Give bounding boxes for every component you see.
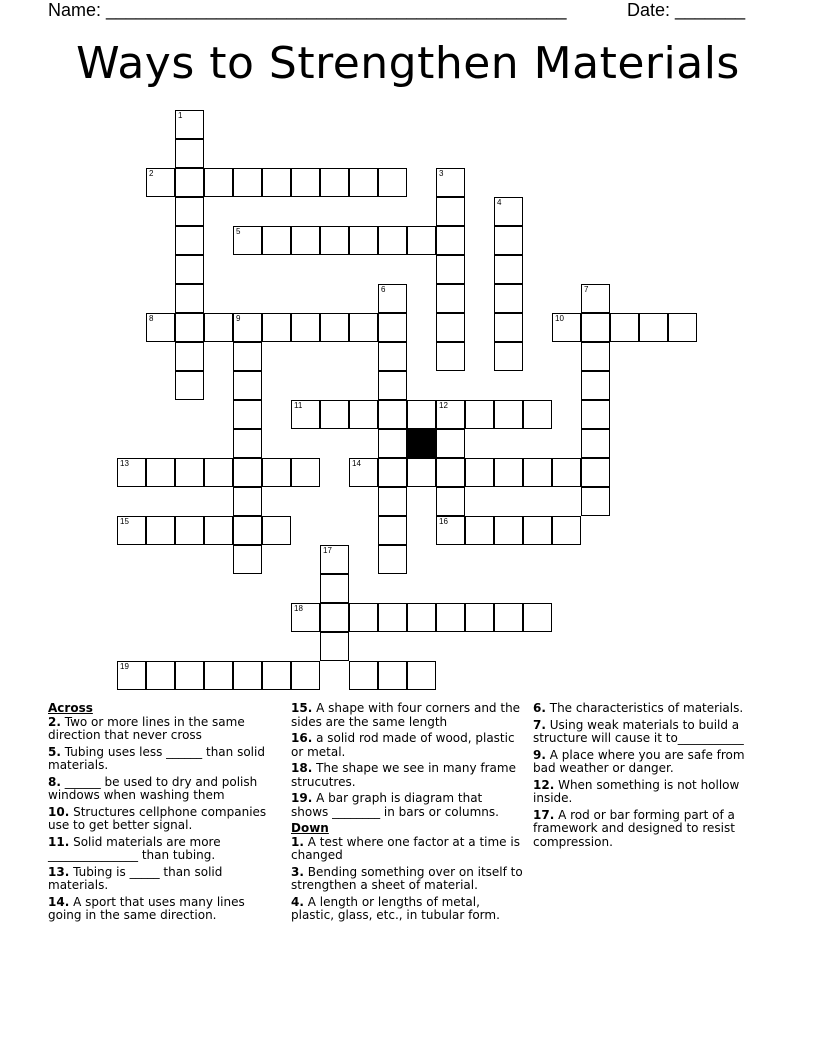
crossword-cell[interactable] xyxy=(291,226,320,255)
crossword-cell[interactable] xyxy=(494,342,523,371)
crossword-cell[interactable] xyxy=(291,603,320,632)
crossword-cell[interactable] xyxy=(349,603,378,632)
crossword-cell[interactable] xyxy=(494,516,523,545)
clue-number-label: 8. xyxy=(48,774,61,789)
crossword-cell[interactable] xyxy=(233,516,262,545)
crossword-cell[interactable] xyxy=(262,516,291,545)
clue-item xyxy=(48,806,278,833)
crossword-cell[interactable] xyxy=(523,516,552,545)
clue-item xyxy=(533,809,765,850)
crossword-cell[interactable] xyxy=(378,458,407,487)
crossword-cell[interactable] xyxy=(291,313,320,342)
clue-item xyxy=(291,732,523,759)
clue-number: 11 xyxy=(294,401,303,410)
across-clue-list xyxy=(48,716,278,923)
clue-item xyxy=(48,896,278,923)
clue-number-label: 13. xyxy=(48,864,70,879)
crossword-cell[interactable] xyxy=(378,429,407,458)
crossword-cell[interactable] xyxy=(175,342,204,371)
crossword-cell[interactable] xyxy=(407,226,436,255)
crossword-cell[interactable] xyxy=(175,255,204,284)
clue-item xyxy=(48,776,278,803)
crossword-cell[interactable] xyxy=(378,313,407,342)
down-clue-list xyxy=(291,836,523,923)
clue-number-label: 1. xyxy=(291,834,304,849)
crossword-cell[interactable] xyxy=(233,168,262,197)
clue-number: 1 xyxy=(178,111,183,120)
crossword-cell[interactable] xyxy=(494,400,523,429)
crossword-cell[interactable] xyxy=(146,516,175,545)
crossword-cell[interactable] xyxy=(320,545,349,574)
crossword-cell[interactable] xyxy=(581,342,610,371)
clue-text: Tubing is _____ than solid materials. xyxy=(48,864,223,892)
clue-number: 14 xyxy=(352,459,361,468)
crossword-cell[interactable] xyxy=(465,603,494,632)
clue-text: Using weak materials to build a structure will cause it to___________ xyxy=(533,717,744,745)
clues-column-1 xyxy=(48,702,278,926)
crossword-cell[interactable] xyxy=(523,458,552,487)
crossword-cell[interactable] xyxy=(465,516,494,545)
crossword-cell[interactable] xyxy=(494,284,523,313)
crossword-cell[interactable] xyxy=(407,458,436,487)
crossword-cell[interactable] xyxy=(436,284,465,313)
crossword-cell[interactable] xyxy=(436,603,465,632)
clue-number-label: 2. xyxy=(48,714,61,729)
crossword-cell[interactable] xyxy=(378,168,407,197)
clue-text: ______ be used to dry and polish windows when washing them xyxy=(48,774,258,802)
crossword-cell[interactable] xyxy=(494,313,523,342)
clue-text: A place where you are safe from bad weather or danger. xyxy=(533,747,745,775)
crossword-cell[interactable] xyxy=(436,226,465,255)
clue-number: 12 xyxy=(439,401,448,410)
clue-number-label: 16. xyxy=(291,731,313,745)
crossword-cell[interactable] xyxy=(349,226,378,255)
crossword-cell[interactable] xyxy=(436,429,465,458)
clue-text: A shape with four corners and the sides are the same length xyxy=(291,701,521,729)
crossword-cell[interactable] xyxy=(291,168,320,197)
crossword-cell[interactable] xyxy=(436,487,465,516)
clue-number: 7 xyxy=(584,285,589,294)
crossword-cell[interactable] xyxy=(581,458,610,487)
crossword-cell[interactable] xyxy=(233,545,262,574)
clue-number-label: 12. xyxy=(533,777,555,792)
crossword-cell[interactable] xyxy=(639,313,668,342)
clue-number: 6 xyxy=(381,285,386,294)
crossword-cell[interactable] xyxy=(175,458,204,487)
crossword-cell[interactable] xyxy=(117,458,146,487)
crossword-cell[interactable] xyxy=(407,400,436,429)
crossword-cell[interactable] xyxy=(349,168,378,197)
crossword-cell[interactable] xyxy=(581,429,610,458)
across-heading: Across xyxy=(48,701,93,715)
clue-number: 4 xyxy=(497,198,502,207)
clue-text: Bending something over on itself to strengthen a sheet of material. xyxy=(291,864,523,892)
crossword-cell[interactable] xyxy=(233,661,262,690)
crossword-cell[interactable] xyxy=(262,168,291,197)
clue-item xyxy=(291,896,523,923)
crossword-cell[interactable] xyxy=(320,400,349,429)
crossword-cell[interactable] xyxy=(349,661,378,690)
crossword-cell[interactable] xyxy=(436,197,465,226)
crossword-cell[interactable] xyxy=(175,661,204,690)
crossword-cell[interactable] xyxy=(552,458,581,487)
clue-text: Solid materials are more _______________ than tubing. xyxy=(48,834,221,862)
crossword-cell[interactable] xyxy=(349,400,378,429)
crossword-cell[interactable] xyxy=(175,516,204,545)
clue-number: 9 xyxy=(236,314,241,323)
crossword-cell[interactable] xyxy=(320,226,349,255)
crossword-cell[interactable] xyxy=(523,603,552,632)
crossword-cell[interactable] xyxy=(494,458,523,487)
crossword-cell[interactable] xyxy=(233,429,262,458)
crossword-cell[interactable] xyxy=(175,284,204,313)
crossword-cell[interactable] xyxy=(262,661,291,690)
crossword-cell[interactable] xyxy=(291,400,320,429)
crossword-cell[interactable] xyxy=(436,255,465,284)
clue-number-label: 17. xyxy=(533,807,555,822)
crossword-cell[interactable] xyxy=(610,313,639,342)
crossword-cell[interactable] xyxy=(146,458,175,487)
clue-number-label: 5. xyxy=(48,744,61,759)
crossword-cell[interactable] xyxy=(233,371,262,400)
crossword-cell[interactable] xyxy=(523,400,552,429)
crossword-cell[interactable] xyxy=(320,168,349,197)
clue-number: 16 xyxy=(439,517,448,526)
crossword-cell[interactable] xyxy=(349,313,378,342)
clue-number: 10 xyxy=(555,314,564,323)
clue-number-label: 6. xyxy=(533,701,546,715)
clue-number: 3 xyxy=(439,169,444,178)
crossword-cell[interactable] xyxy=(581,313,610,342)
crossword-cell[interactable] xyxy=(436,516,465,545)
clue-number: 8 xyxy=(149,314,154,323)
crossword-cell[interactable] xyxy=(407,661,436,690)
crossword-cell[interactable] xyxy=(204,168,233,197)
clue-text: The characteristics of materials. xyxy=(545,701,744,715)
crossword-cell[interactable] xyxy=(552,313,581,342)
clue-item xyxy=(533,719,765,746)
crossword-cell[interactable] xyxy=(146,168,175,197)
clue-text: A rod or bar forming part of a framework and designed to resist compression. xyxy=(533,807,735,849)
clue-item xyxy=(533,702,765,716)
crossword-cell[interactable] xyxy=(378,342,407,371)
crossword-cell[interactable] xyxy=(494,197,523,226)
crossword-cell[interactable] xyxy=(494,603,523,632)
crossword-cell[interactable] xyxy=(668,313,697,342)
clue-number-label: 14. xyxy=(48,894,70,909)
crossword-cell[interactable] xyxy=(204,516,233,545)
crossword-cell[interactable] xyxy=(494,226,523,255)
clue-item xyxy=(48,746,278,773)
clue-number: 2 xyxy=(149,169,154,178)
crossword-cell[interactable] xyxy=(291,661,320,690)
clue-number: 17 xyxy=(323,546,332,555)
crossword-cell[interactable] xyxy=(436,458,465,487)
crossword-cell[interactable] xyxy=(146,661,175,690)
clue-number-label: 11. xyxy=(48,834,70,849)
crossword-cell[interactable] xyxy=(378,487,407,516)
crossword-cell[interactable] xyxy=(581,284,610,313)
crossword-cell[interactable] xyxy=(378,661,407,690)
clue-number: 19 xyxy=(120,662,129,671)
clue-number-label: 10. xyxy=(48,804,70,819)
crossword-cell[interactable] xyxy=(204,661,233,690)
clue-text: Tubing uses less ______ than solid materials. xyxy=(48,744,265,772)
crossword-cell[interactable] xyxy=(378,371,407,400)
crossword-cell[interactable] xyxy=(233,342,262,371)
crossword-cell[interactable] xyxy=(204,313,233,342)
crossword-cell[interactable] xyxy=(233,313,262,342)
crossword-cell[interactable] xyxy=(262,458,291,487)
clue-number-label: 18. xyxy=(291,761,313,775)
clue-number-label: 9. xyxy=(533,747,546,762)
clue-item xyxy=(533,779,765,806)
crossword-cell[interactable] xyxy=(581,371,610,400)
crossword-cell[interactable] xyxy=(552,516,581,545)
clue-number-label: 4. xyxy=(291,894,304,909)
clue-number-label: 7. xyxy=(533,717,546,732)
crossword-cell[interactable] xyxy=(494,255,523,284)
clue-text: A test where one factor at a time is changed xyxy=(291,834,520,862)
clue-number-label: 15. xyxy=(291,701,313,715)
crossword-cell[interactable] xyxy=(233,458,262,487)
clue-text: When something is not hollow inside. xyxy=(533,777,740,805)
clue-item xyxy=(533,749,765,776)
crossword-cell[interactable] xyxy=(378,516,407,545)
across-clue-list-continued xyxy=(291,702,523,819)
crossword-cell[interactable] xyxy=(204,458,233,487)
clue-text: Structures cellphone companies use to get better signal. xyxy=(48,804,267,832)
clue-text: A length or lengths of metal, plastic, glass, etc., in tubular form. xyxy=(291,894,500,922)
crossword-cell[interactable] xyxy=(175,313,204,342)
clue-item xyxy=(291,702,523,729)
crossword-cell[interactable] xyxy=(320,313,349,342)
page-title: Ways to Strengthen Materials xyxy=(76,38,740,89)
crossword-cell[interactable] xyxy=(233,226,262,255)
clue-item xyxy=(291,792,523,819)
clue-text: A sport that uses many lines going in the same direction. xyxy=(48,894,245,922)
crossword-cell[interactable] xyxy=(233,400,262,429)
clue-number: 13 xyxy=(120,459,129,468)
clue-text: a solid rod made of wood, plastic or metal. xyxy=(291,731,515,759)
clue-item xyxy=(48,836,278,863)
crossword-cell[interactable] xyxy=(320,632,349,661)
crossword-cell[interactable] xyxy=(262,313,291,342)
name-field[interactable]: Name: ______________________________________________ xyxy=(48,0,567,20)
crossword-cell[interactable] xyxy=(117,516,146,545)
crossword-cell[interactable] xyxy=(233,487,262,516)
date-field[interactable]: Date: _______ xyxy=(627,0,746,20)
crossword-cell[interactable] xyxy=(117,661,146,690)
crossword-cell[interactable] xyxy=(436,342,465,371)
crossword-cell[interactable] xyxy=(436,400,465,429)
clue-item xyxy=(291,836,523,863)
crossword-cell[interactable] xyxy=(320,574,349,603)
clue-text: A bar graph is diagram that shows ________ in bars or columns. xyxy=(291,791,499,819)
clue-number-label: 3. xyxy=(291,864,304,879)
crossword-cell[interactable] xyxy=(436,313,465,342)
crossword-cell[interactable] xyxy=(175,110,204,139)
crossword-cell[interactable] xyxy=(175,197,204,226)
crossword-cell[interactable] xyxy=(175,168,204,197)
clue-item xyxy=(48,716,278,743)
clue-number-label: 19. xyxy=(291,791,313,805)
crossword-cell[interactable] xyxy=(175,139,204,168)
clue-number: 5 xyxy=(236,227,241,236)
crossword-cell[interactable] xyxy=(378,603,407,632)
crossword-cell[interactable] xyxy=(378,284,407,313)
clues-column-3 xyxy=(533,702,765,852)
down-heading: Down xyxy=(291,821,329,835)
clues-column-2 xyxy=(291,702,523,926)
crossword-cell[interactable] xyxy=(465,400,494,429)
clue-item xyxy=(48,866,278,893)
clue-item xyxy=(291,762,523,789)
crossword-cell[interactable] xyxy=(175,226,204,255)
crossword-cell[interactable] xyxy=(320,603,349,632)
crossword-cell[interactable] xyxy=(378,545,407,574)
clue-item xyxy=(291,866,523,893)
crossword-cell[interactable] xyxy=(378,226,407,255)
crossword-cell[interactable] xyxy=(436,168,465,197)
crossword-cell[interactable] xyxy=(262,226,291,255)
crossword-cell[interactable] xyxy=(349,458,378,487)
crossword-cell[interactable] xyxy=(378,400,407,429)
crossword-cell[interactable] xyxy=(175,371,204,400)
crossword-cell[interactable] xyxy=(146,313,175,342)
crossword-cell[interactable] xyxy=(581,487,610,516)
crossword-cell[interactable] xyxy=(291,458,320,487)
clue-text: Two or more lines in the same direction that never cross xyxy=(48,714,245,742)
clue-number: 18 xyxy=(294,604,303,613)
black-cell xyxy=(407,429,436,458)
clue-number: 15 xyxy=(120,517,129,526)
crossword-cell[interactable] xyxy=(407,603,436,632)
clue-text: The shape we see in many frame strucutres. xyxy=(291,761,516,789)
down-clue-list-continued xyxy=(533,702,765,849)
crossword-cell[interactable] xyxy=(581,400,610,429)
crossword-cell[interactable] xyxy=(465,458,494,487)
